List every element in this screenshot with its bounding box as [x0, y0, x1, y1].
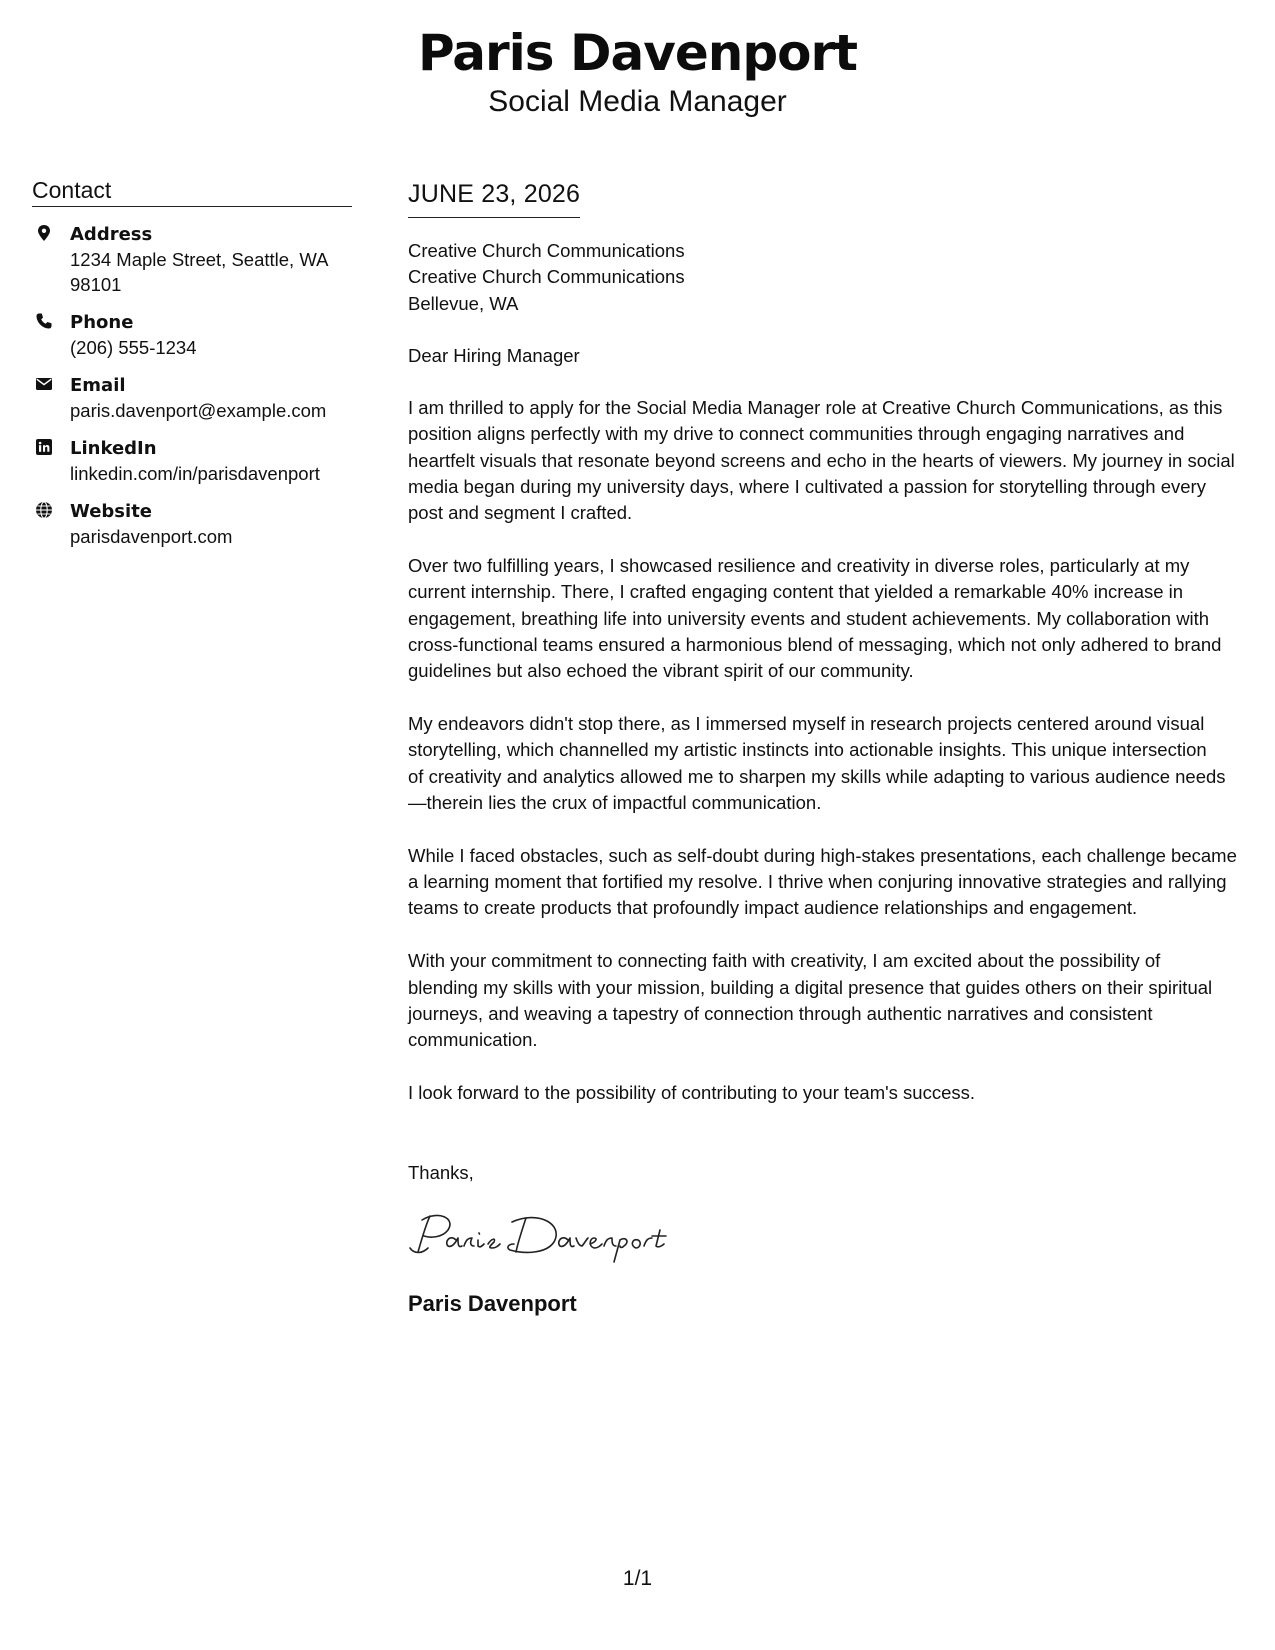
paragraph-line: journeys, and weaving a tapestry of connection through authentic narratives and consistent — [408, 1002, 1153, 1024]
linkedin-icon — [35, 438, 53, 456]
contact-sidebar — [32, 176, 352, 563]
contact-value: 98101 — [70, 274, 122, 295]
paragraph-line: guidelines but also echoed the vibrant spirit of our community. — [408, 660, 914, 682]
recipient-address — [408, 238, 1253, 317]
contact-label: Website — [70, 501, 153, 522]
contact-label: Address — [70, 224, 153, 245]
salutation: Dear Hiring Manager — [408, 344, 580, 366]
recipient-line: Bellevue, WA — [408, 292, 519, 314]
paragraph-line: current internship. There, I crafted engaging content that yielded a remarkable 40% increase in — [408, 581, 1184, 603]
paragraph-line: communication. — [408, 1029, 538, 1051]
letter-header — [0, 22, 1275, 120]
body-paragraph — [408, 1080, 1253, 1106]
paragraph-line: I am thrilled to apply for the Social Media Manager role at Creative Church Communications, as this — [408, 397, 1223, 419]
paragraph-line: heartfelt visuals that resonate beyond screens and echo in the hearts of viewers. My journey in social — [408, 449, 1235, 471]
signer-name: Paris Davenport — [408, 1291, 577, 1317]
contact-list — [32, 223, 352, 549]
paragraph-line: engagement, breathing life into university events and student achievements. My collaboration with — [408, 607, 1210, 629]
contact-value: 1234 Maple Street, Seattle, WA — [70, 249, 329, 270]
applicant-role: Social Media Manager — [488, 85, 787, 118]
body-paragraph — [408, 948, 1253, 1053]
body-paragraph — [408, 395, 1253, 526]
letter-date: JUNE 23, 2026 — [408, 178, 580, 218]
contact-value[interactable]: paris.davenport@example.com — [70, 400, 327, 421]
paragraph-line: position aligns perfectly with my drive to connect communities through engaging narratives and — [408, 423, 1185, 445]
recipient-line: Creative Church Communications — [408, 240, 685, 261]
paragraph-line: storytelling, which channelled my artistic instincts into actionable insights. This unique intersection — [408, 739, 1207, 761]
globe-icon — [35, 501, 53, 519]
paragraph-line: cross-functional teams ensured a harmonious blend of messaging, which not only adhered to brand — [408, 634, 1222, 656]
contact-item-address — [32, 223, 352, 297]
closing: Thanks, — [408, 1162, 474, 1184]
paragraph-line: blending my skills with your mission, building a digital presence that guides others on their spiritual — [408, 976, 1213, 998]
contact-label: Phone — [70, 312, 134, 333]
paragraph-line: post and segment I crafted. — [408, 502, 633, 524]
paragraph-line: a learning moment that fortified my resolve. I thrive when conjuring innovative strategies and rallying — [408, 871, 1227, 893]
contact-item-phone — [32, 311, 352, 360]
paragraph-line: media began during my university days, where I cultivated a passion for storytelling through every — [408, 476, 1206, 498]
paragraph-line: While I faced obstacles, such as self-doubt during high-stakes presentations, each challenge became — [408, 844, 1237, 866]
handwritten-signature — [408, 1208, 1253, 1264]
contact-label: LinkedIn — [70, 438, 157, 459]
phone-icon — [35, 312, 53, 330]
paragraph-line: I look forward to the possibility of contributing to your team's success. — [408, 1081, 976, 1103]
paragraph-line: of creativity and analytics allowed me to sharpen my skills while adapting to various audience needs — [408, 765, 1226, 787]
contact-value: (206) 555-1234 — [70, 337, 197, 358]
contact-value[interactable]: linkedin.com/in/parisdavenport — [70, 463, 320, 484]
letter-paragraphs — [408, 395, 1253, 1106]
contact-item-website — [32, 500, 352, 549]
applicant-name: Paris Davenport — [417, 24, 858, 82]
paragraph-line: With your commitment to connecting faith with creativity, I am excited about the possibility of — [408, 950, 1161, 972]
letter-body — [408, 178, 1253, 1318]
body-paragraph — [408, 843, 1253, 922]
page-indicator: 1/1 — [622, 1567, 653, 1590]
contact-value[interactable]: parisdavenport.com — [70, 526, 233, 547]
body-paragraph — [408, 553, 1253, 684]
contact-heading: Contact — [32, 176, 352, 207]
body-paragraph — [408, 711, 1253, 816]
signature-graphic — [408, 1208, 678, 1264]
paragraph-line: Over two fulfilling years, I showcased resilience and creativity in diverse roles, particularly at my — [408, 555, 1190, 577]
contact-item-email — [32, 374, 352, 423]
paragraph-line: —therein lies the crux of impactful communication. — [408, 792, 822, 814]
map-pin-icon — [35, 224, 53, 242]
recipient-line: Creative Church Communications — [408, 266, 685, 288]
paragraph-line: teams to create products that profoundly impact audience relationships and engagement. — [408, 897, 1138, 919]
paragraph-line: My endeavors didn't stop there, as I immersed myself in research projects centered around visual — [408, 713, 1205, 735]
envelope-icon — [35, 375, 53, 393]
contact-item-linkedin — [32, 437, 352, 486]
contact-label: Email — [70, 375, 126, 396]
